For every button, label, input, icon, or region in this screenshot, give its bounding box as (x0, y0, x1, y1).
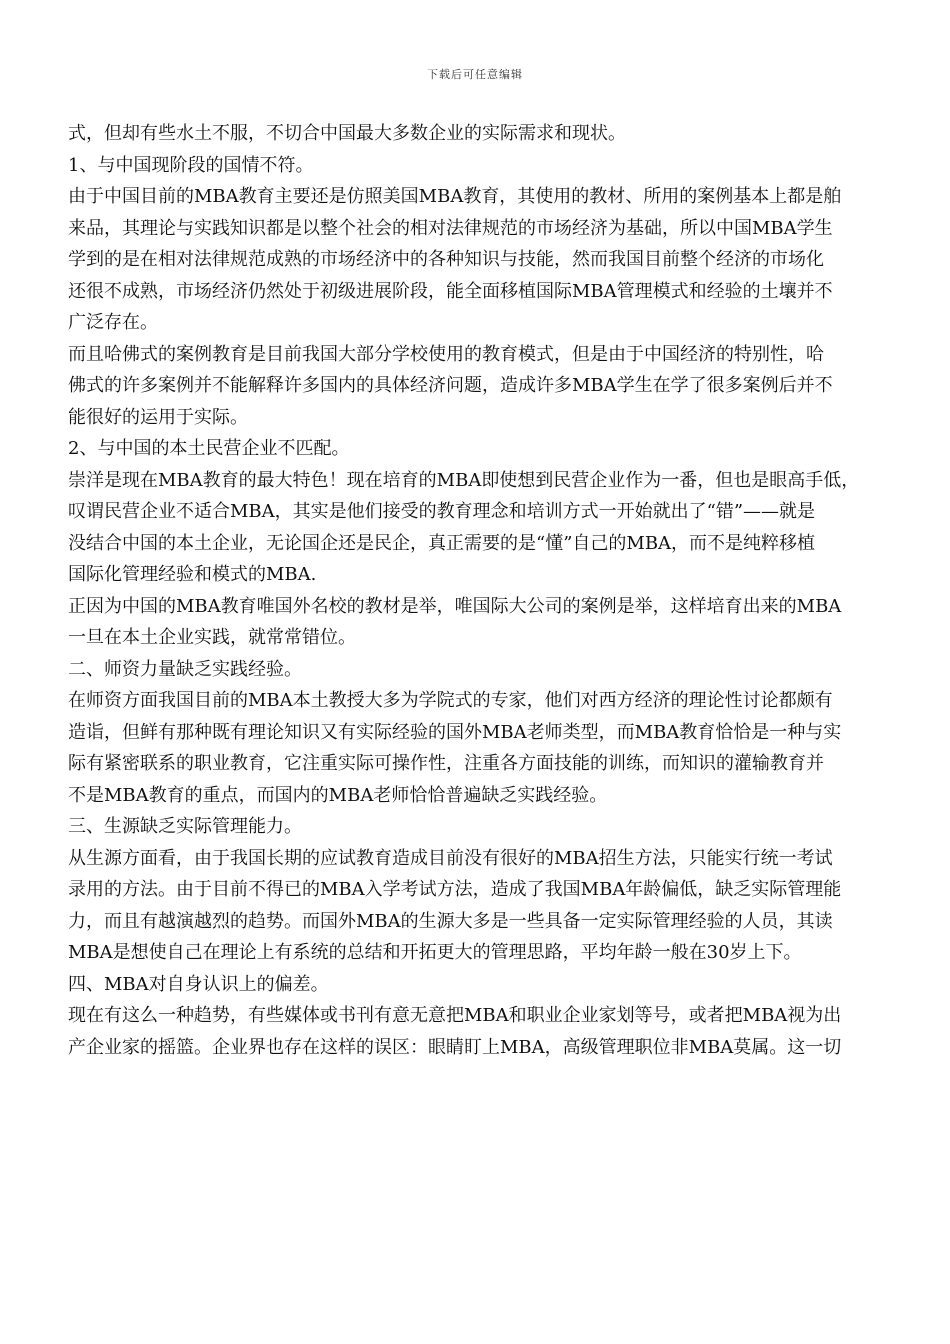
body-text-line: 不是MBA教育的重点，而国内的MBA老师恰恰普遍缺乏实践经验。 (68, 784, 608, 806)
body-text-line: 际有紧密联系的职业教育，它注重实际可操作性，注重各方面技能的训练，而知识的灌输教育并 (68, 753, 824, 774)
document-body (68, 118, 880, 1063)
body-text-line: 广泛存在。 (68, 312, 158, 333)
body-text-line: 在师资方面我国目前的MBA本土教授大多为学院式的专家，他们对西方经济的理论性讨论都颇有 (68, 690, 833, 711)
body-text-line: 崇洋是现在MBA教育的最大特色！现在培育的MBA即使想到民营企业作为一番，但也是眼高手低， (68, 469, 860, 491)
body-text-line: 佛式的许多案例并不能解释许多国内的具体经济问题，造成许多MBA学生在学了很多案例后并不 (68, 375, 833, 396)
body-text-line: 从生源方面看，由于我国长期的应试教育造成目前没有很好的MBA招生方法，只能实行统一考试 (68, 847, 833, 869)
body-text-line: 录用的方法。由于目前不得已的MBA入学考试方法，造成了我国MBA年龄偏低，缺乏实际管理能 (68, 879, 842, 900)
body-text-line: 由于中国目前的MBA教育主要还是仿照美国MBA教育，其使用的教材、所用的案例基本上都是舶 (68, 186, 842, 207)
body-text-line: 造诣，但鲜有那种既有理论知识又有实际经验的国外MBA老师类型，而MBA教育恰恰是一种与实 (68, 721, 842, 743)
body-text-line: 而且哈佛式的案例教育是目前我国大部分学校使用的教育模式，但是由于中国经济的特别性，哈 (68, 343, 824, 365)
page-header: 下载后可任意编辑 (427, 68, 523, 81)
body-text-line: 二、师资力量缺乏实践经验。 (68, 658, 302, 680)
body-text-line: 来品，其理论与实践知识都是以整个社会的相对法律规范的市场经济为基础，所以中国MBA学生 (68, 217, 833, 239)
body-text-line: 力，而且有越演越烈的趋势。而国外MBA的生源大多是一些具备一定实际管理经验的人员，其读 (68, 910, 833, 932)
body-text-line: 2、与中国的本土民营企业不匹配。 (68, 438, 350, 459)
body-text-line: 现在有这么一种趋势，有些媒体或书刊有意无意把MBA和职业企业家划等号，或者把MBA视为出 (68, 1005, 842, 1026)
body-text-line: 没结合中国的本土企业，无论国企还是民企，真正需要的是“懂”自己的MBA，而不是纯粹移植 (68, 532, 816, 554)
body-text-line: 产企业家的摇篮。企业界也存在这样的误区：眼睛盯上MBA，高级管理职位非MBA莫属。这一切 (68, 1036, 842, 1058)
body-text-line: MBA是想使自己在理论上有系统的总结和开拓更大的管理思路，平均年龄一般在30岁上下。 (68, 942, 802, 963)
body-text-line: 一旦在本土企业实践，就常常错位。 (68, 627, 356, 648)
body-text-line: 正因为中国的MBA教育唯国外名校的教材是举，唯国际大公司的案例是举，这样培育出来的MBA (68, 595, 842, 617)
body-text-line: 能很好的运用于实际。 (68, 406, 248, 428)
body-text-line: 叹谓民营企业不适合MBA，其实是他们接受的教育理念和培训方式一开始就出了“错”——就是 (68, 501, 816, 522)
body-text-line: 1、与中国现阶段的国情不符。 (68, 154, 314, 176)
body-text-line: 式，但却有些水土不服，不切合中国最大多数企业的实际需求和现状。 (68, 123, 626, 144)
body-text-line: 还很不成熟，市场经济仍然处于初级进展阶段，能全面移植国际MBA管理模式和经验的土壤并不 (68, 280, 833, 302)
body-text-line: 国际化管理经验和模式的MBA. (68, 564, 317, 585)
body-text-line: 四、MBA对自身认识上的偏差。 (68, 973, 329, 995)
body-text-line: 学到的是在相对法律规范成熟的市场经济中的各种知识与技能，然而我国目前整个经济的市场化 (68, 249, 824, 270)
body-text-line: 三、生源缺乏实际管理能力。 (68, 816, 302, 837)
